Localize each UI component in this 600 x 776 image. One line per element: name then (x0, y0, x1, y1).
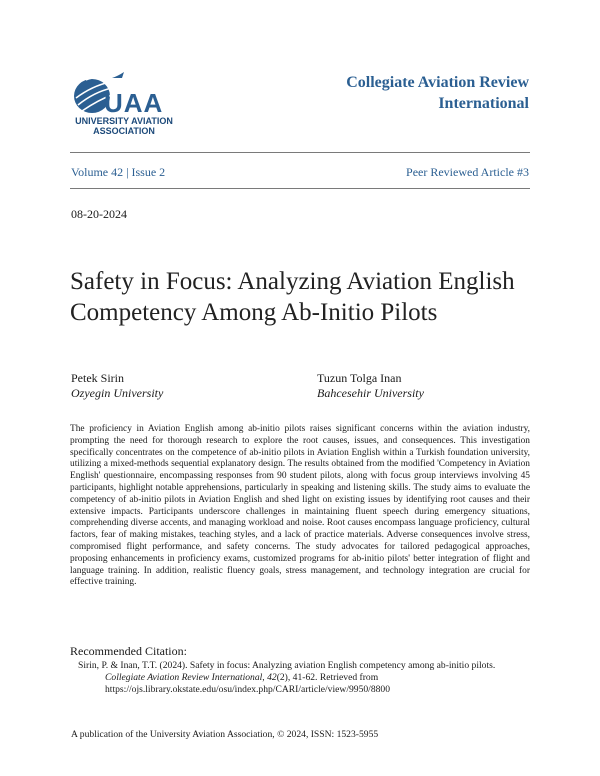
citation-issue-pages: (2), 41-62. Retrieved from (276, 672, 379, 683)
author-1-name: Petek Sirin (71, 371, 124, 385)
author-2 (317, 371, 424, 401)
header-rule-top (70, 152, 530, 153)
journal-title (346, 72, 529, 114)
journal-title-line-1: Collegiate Aviation Review (346, 74, 529, 91)
author-1-affiliation: Ozyegin University (71, 386, 164, 400)
header-rule-bottom (70, 188, 530, 189)
logo-org-line-2: ASSOCIATION (93, 126, 155, 136)
volume-issue: Volume 42 | Issue 2 (71, 165, 166, 179)
citation-url[interactable]: https://ojs.library.okstate.edu/osu/index.php/CARI/article/view/9950/8800 (105, 684, 391, 695)
uaa-logo (72, 72, 202, 140)
author-2-name: Tuzun Tolga Inan (317, 371, 402, 385)
author-1 (71, 371, 163, 401)
citation (78, 660, 528, 696)
citation-volume: 42 (267, 672, 277, 683)
logo-acronym: UAA (104, 88, 164, 118)
logo-org-name (74, 116, 174, 136)
citation-line-2: Collegiate Aviation Review International, 42(2), 41-62. Retrieved from (105, 672, 379, 683)
publication-date: 08-20-2024 (71, 207, 127, 221)
article-title: Safety in Focus: Analyzing Aviation English Competency Among Ab-Initio Pilots (70, 268, 515, 326)
author-2-affiliation: Bahcesehir University (317, 386, 424, 400)
citation-journal: Collegiate Aviation Review International (105, 672, 263, 683)
footer: A publication of the University Aviation Association, © 2024, ISSN: 1523-5955 (71, 729, 379, 740)
journal-title-line-2: International (438, 95, 529, 112)
logo-org-line-1: UNIVERSITY AVIATION (75, 116, 173, 126)
article-type: Peer Reviewed Article #3 (406, 165, 529, 179)
citation-heading: Recommended Citation: (70, 644, 187, 658)
citation-line-1: Sirin, P. & Inan, T.T. (2024). Safety in focus: Analyzing aviation English competency among ab-initio pilots. (78, 660, 496, 671)
abstract: The proficiency in Aviation English among ab-initio pilots raises significant concerns within the aviation industry, prompting the need for thorough research to explore the root causes, issues, and consequences. This investigation specifically concentrates on the competence of ab-initio pilots in Aviation English within a Turkish foundation university, utilizing a mixed-methods sequential explanatory design. The results obtained from the modified 'Competency in Aviation English' questionnaire, encompassing responses from 90 student pilots, along with focus group interviews involving 45 participants, highlight notable apprehensions, particularly in speaking and listening skills. The study aims to evaluate the competency of ab-initio pilots in Aviation English and shed light on existing issues by identifying root causes and their extensive impacts. Participants underscore challenges in maintaining fluent speech during emergency situations, comprehending diverse accents, and managing workload and noise. Root causes encompass language proficiency, cultural factors, fear of making mistakes, teaching styles, and a lack of practice materials. Adverse consequences involve stress, compromised flight performance, and safety concerns. The study advocates for tailored pedagogical approaches, proposing enhancements in proficiency exams, customized programs for ab-initio pilots' better integration of flight and language training. In addition, realistic fluency goals, stress management, and technology integration are crucial for effective training. (70, 424, 530, 588)
